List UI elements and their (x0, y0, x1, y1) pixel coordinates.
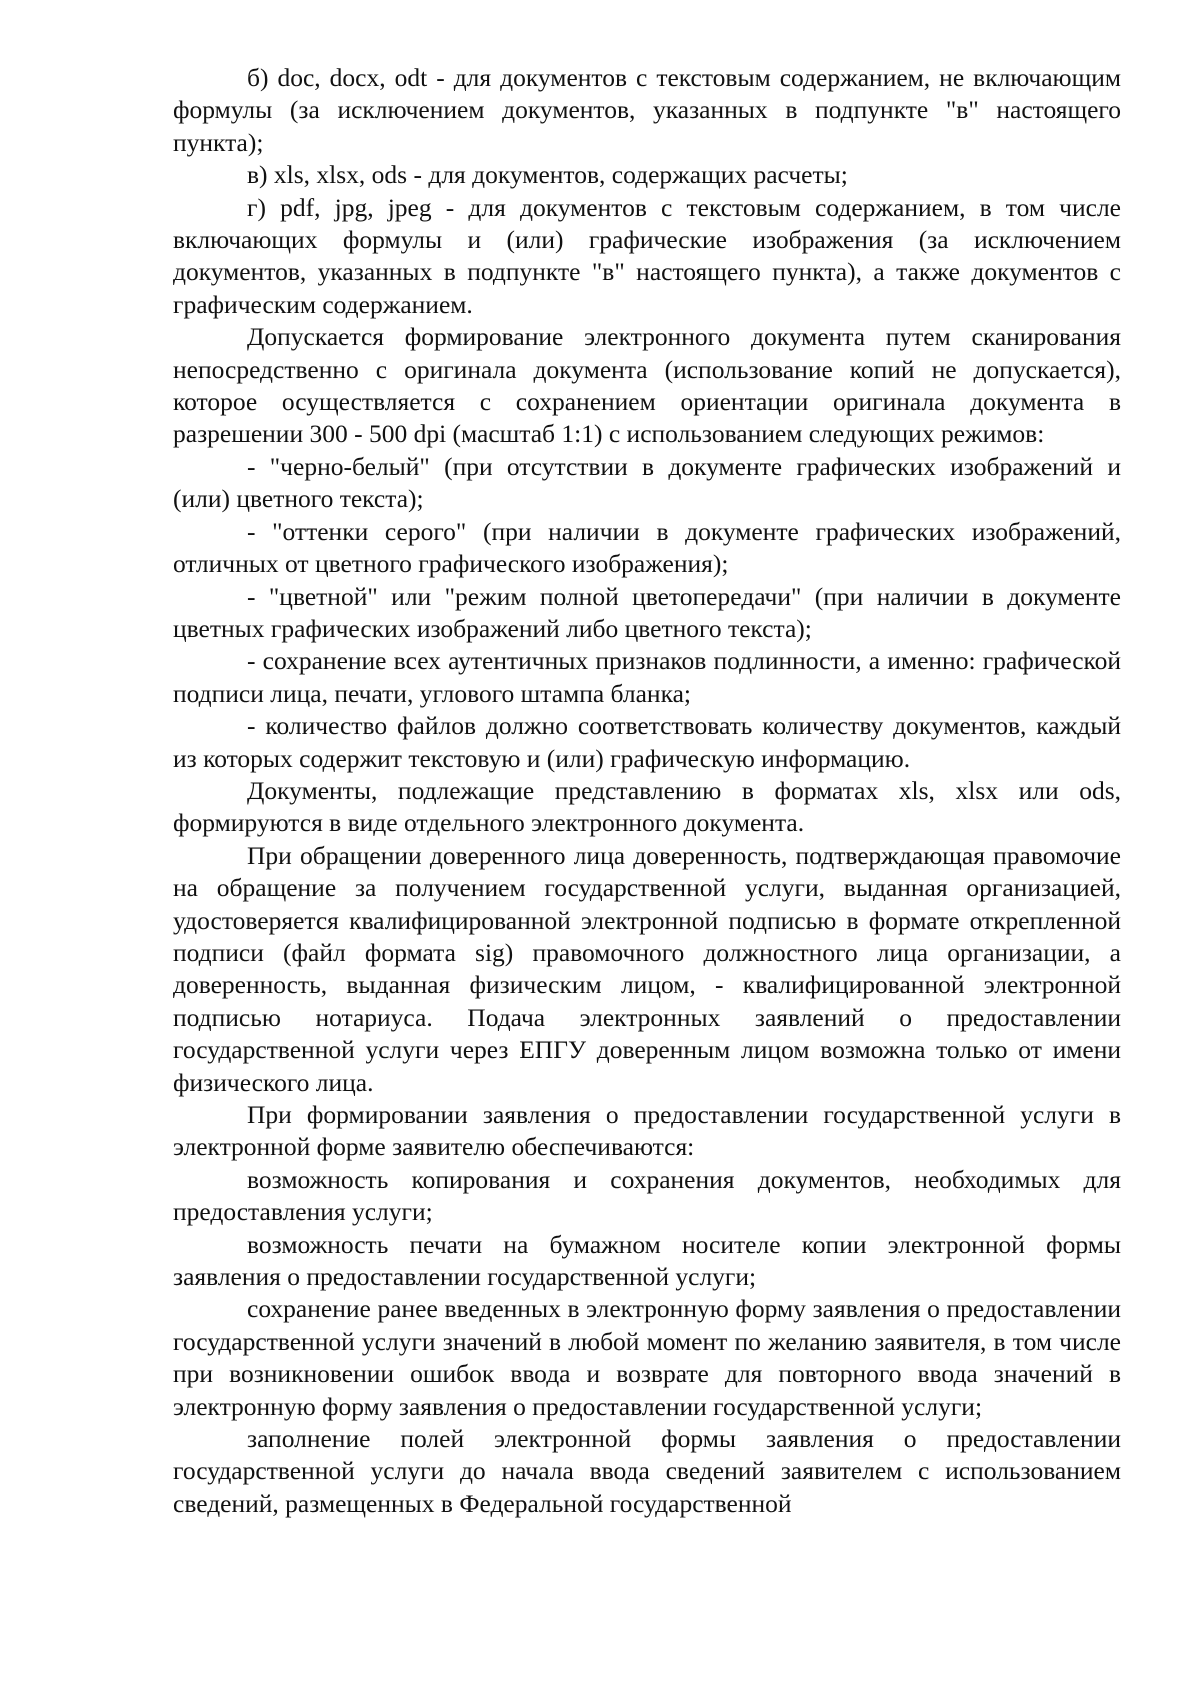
paragraph-spreadsheet-documents: Документы, подлежащие представлению в форматах xls, xlsx или ods, формируются в виде отдельного электронного документа. (173, 775, 1121, 838)
paragraph-mode-grayscale: - "оттенки серого" (при наличии в документе графических изображений, отличных от цветного графического изображения); (173, 516, 1121, 579)
paragraph-formats-pdf: г) pdf, jpg, jpeg - для документов с текстовым содержанием, в том числе включающих формулы и (или) графические изображения (за исключением документов, указанных в подпункте "в" настоящего пункта), а также документов с графическим содержанием. (173, 192, 1121, 319)
paragraph-form-provisions: При формировании заявления о предоставлении государственной услуги в электронной форме заявителю обеспечиваются: (173, 1100, 1121, 1162)
paragraph-power-of-attorney: При обращении доверенного лица доверенность, подтверждающая правомочие на обращение за получением государственной услуги, выданная организацией, удостоверяется квалифицированной электронной подписью в формате открепленной подписи (файл формата sig) правомочного должностного лица организации, а доверенность, выданная физическим лицом, - квалифицированной электронной подписью нотариуса. Подача электронных заявлений о предоставлении государственной услуги через ЕПГУ доверенным лицом возможна только от имени физического лица. (173, 840, 1121, 1097)
paragraph-file-count: - количество файлов должно соответствовать количеству документов, каждый из которых содержит текстовую и (или) графическую информацию. (173, 711, 1121, 773)
paragraph-formats-xls: в) xls, xlsx, ods - для документов, содержащих расчеты; (247, 160, 848, 190)
paragraph-mode-black-white: - "черно-белый" (при отсутствии в документе графических изображений и (или) цветного текста); (173, 451, 1121, 514)
paragraph-formats-doc: б) doc, docx, odt - для документов с текстовым содержанием, не включающим формулы (за исключением документов, указанных в подпункте "в" настоящего пункта); (173, 63, 1121, 157)
paragraph-save-values: сохранение ранее введенных в электронную форму заявления о предоставлении государственной услуги значений в любой момент по желанию заявителя, в том числе при возникновении ошибок ввода и возврате для повторного ввода значений в электронную форму заявления о предоставлении государственной услуги; (173, 1294, 1121, 1421)
paragraph-authenticity: - сохранение всех аутентичных признаков подлинности, а именно: графической подписи лица, печати, углового штампа бланка; (173, 646, 1121, 708)
document-page (173, 62, 1121, 1520)
paragraph-scanning-allowed: Допускается формирование электронного документа путем сканирования непосредственно с оригинала документа (использование копий не допускается), которое осуществляется с сохранением ориентации оригинала документа в разрешении 300 - 500 dpi (масштаб 1:1) с использованием следующих режимов: (173, 322, 1121, 449)
paragraph-print-copy: возможность печати на бумажном носителе копии электронной формы заявления о предоставлении государственной услуги; (173, 1229, 1121, 1292)
paragraph-prefill-fields: заполнение полей электронной формы заявления о предоставлении государственной услуги до начала ввода сведений заявителем с использованием сведений, размещенных в Федеральной государственной (173, 1424, 1121, 1518)
paragraph-mode-color: - "цветной" или "режим полной цветопередачи" (при наличии в документе цветных графических изображений либо цветного текста); (173, 581, 1121, 643)
paragraph-copy-save: возможность копирования и сохранения документов, необходимых для предоставления услуги; (173, 1164, 1121, 1227)
